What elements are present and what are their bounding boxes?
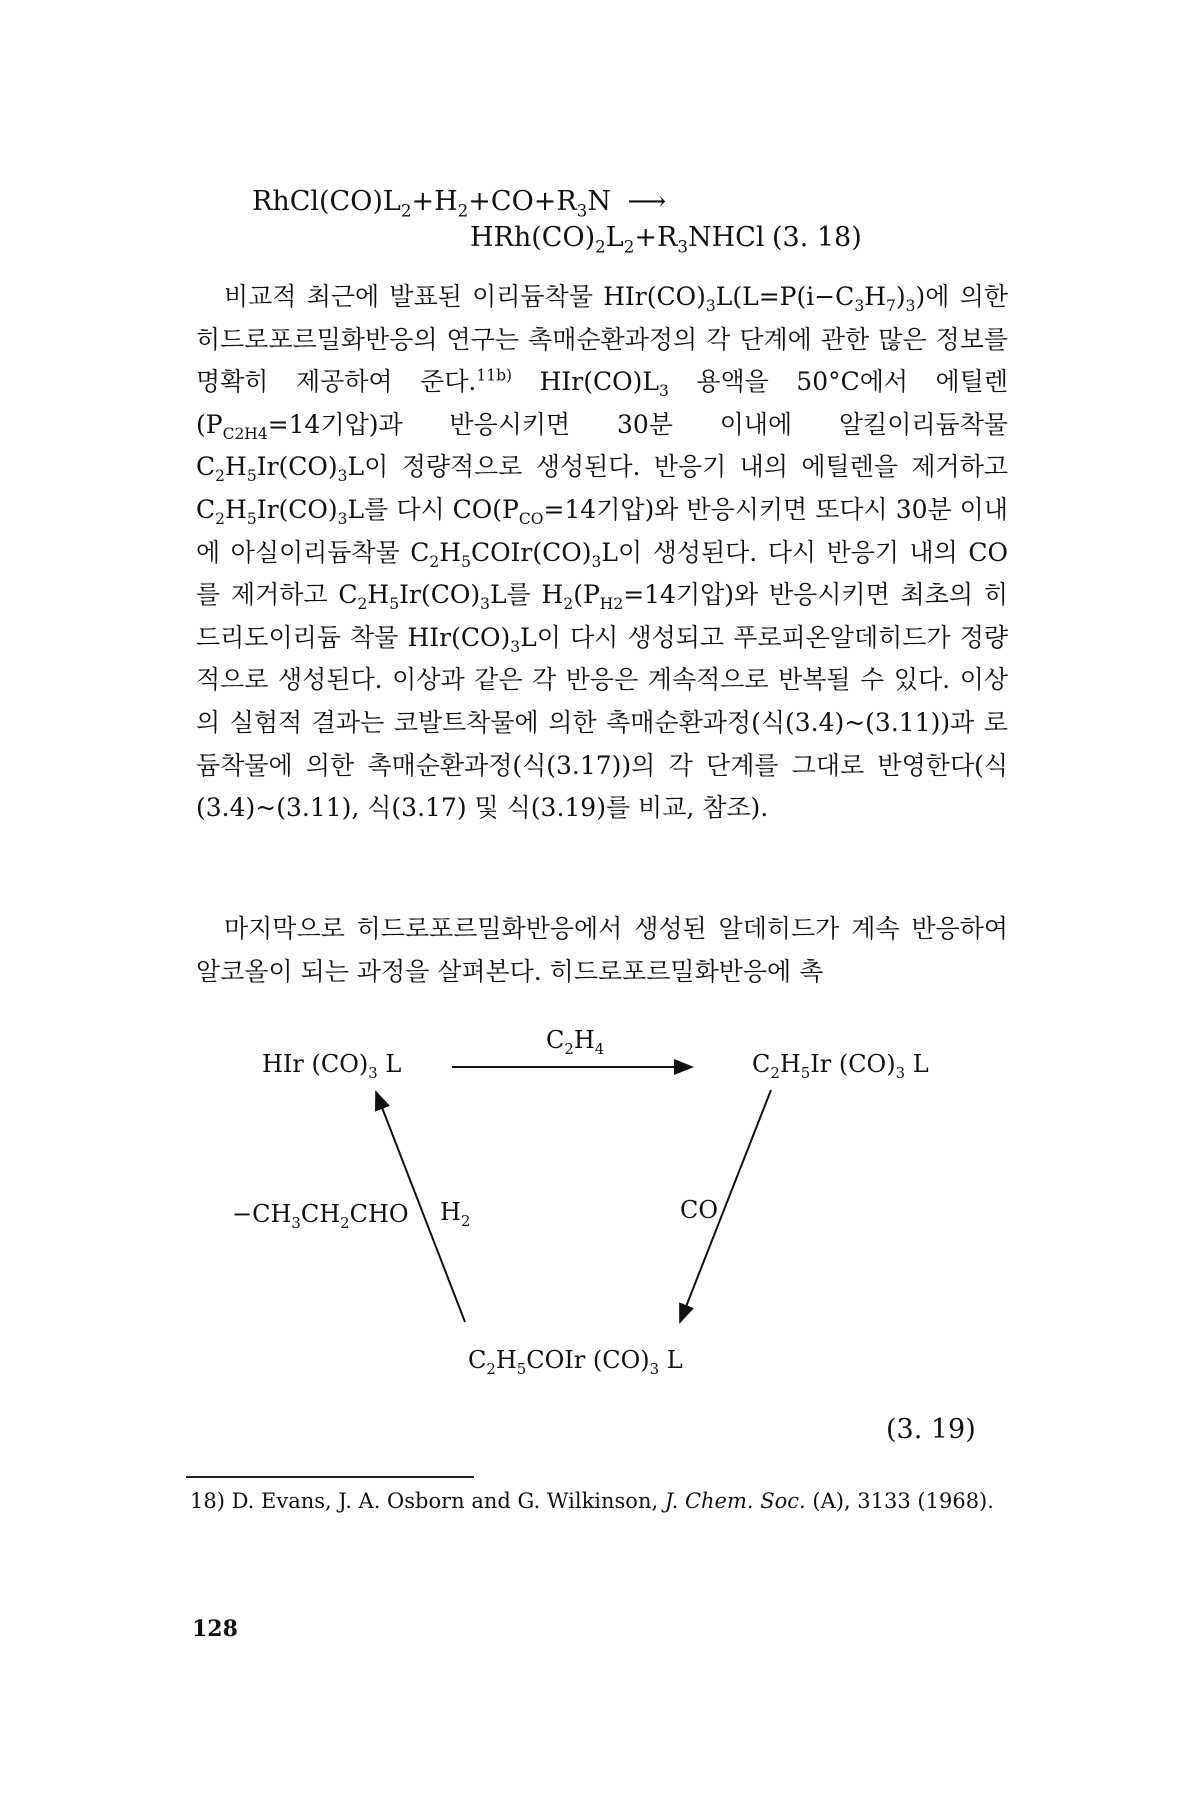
label-ethylene: $C_2H_4$ (546, 1026, 605, 1058)
label-propionaldehyde: $-CH_3CH_2CHO$ (232, 1200, 409, 1232)
page-number: 128 (192, 1616, 238, 1642)
eq-sub: 2 (595, 236, 606, 257)
footnote-18: 18) D. Evans, J. A. Osborn and G. Wilkinson, J. Chem. Soc. (A), 3133 (1968). (190, 1489, 994, 1513)
paragraph-text: 비교적 최근에 발표된 이리듐착물 $HIr(CO)_3L(L=P(i-C_3H_7)_3)$에 의한 히드로포르밀화반응의 연구는 촉매순환과정의 각 단계에 관한 많은 정보를 명확히 제공하여 준다.$^{11b)}$ $HIr(CO)L_3$ 용액을 50°C에서 에틸렌($P_{C2H4}=14$기압)과 반응시키면 30분 이내에 알킬이리듐착물 $C_2H_5Ir(CO)_3L$이 정량적으로 생성된다. 반응기 내의 에틸렌을 제거하고 $C_2H_5Ir(CO)_3L$를 다시 $CO(P_{CO}=14$기압)와 반응시키면 또다시 30분 이내에 아실이리듐착물 $C_2H_5COIr(CO)_3L$이 생성된다. 다시 반응기 내의 CO를 제거하고 $C_2H_5Ir(CO)_3L$를 $H_2(P_{H2}=14$기압)와 반응시키면 최초의 히드리도이리듐 착물 $HIr(CO)_3L$이 다시 생성되고 푸로피온알데히드가 정량적으로 생성된다. 이상과 같은 각 반응은 계속적으로 반복될 수 있다. 이상의 실험적 결과는 코발트착물에 의한 촉매순환과정(식(3.4)~(3.11))과 로듐착물에 의한 촉매순환과정(식(3.17))의 각 단계를 그대로 반영한다(식(3.4)~(3.11), 식(3.17) 및 식(3.19)를 비교, 참조). (196, 282, 1009, 823)
label-h2: $H_2$ (440, 1198, 471, 1230)
eq-text: RhCl(CO)L (252, 186, 401, 217)
node-hir-co3-l: HIr $(CO)_3$ L (262, 1050, 402, 1082)
eq-sub: 2 (623, 236, 635, 257)
reaction-arrow: ⟶ (627, 186, 667, 217)
equation-number-3-18: (3. 18) (772, 222, 862, 253)
eq-text: +CO+R (468, 186, 577, 217)
eq-text: HRh(CO) (470, 222, 596, 253)
node-ethyl-iridium: $C_2H_5Ir$ $(CO)_3$ L (752, 1050, 929, 1082)
eq-sub: 2 (400, 200, 412, 221)
eq-sub: 3 (576, 200, 588, 221)
node-acyl-iridium: $C_2H_5COIr$ $(CO)_3$ L (468, 1346, 683, 1378)
reference-marker: 11b) (476, 366, 513, 385)
eq-sub: 2 (457, 200, 469, 221)
label-co: CO (680, 1196, 719, 1224)
eq-text: N (587, 186, 611, 217)
equation-number-3-19: (3. 19) (886, 1414, 976, 1445)
eq-text: +H (411, 186, 458, 217)
footnote-rule (186, 1476, 474, 1478)
eq-text: L (605, 222, 624, 253)
eq-text: +R (634, 222, 678, 253)
paragraph-text: 마지막으로 히드로포르밀화반응에서 생성된 알데히드가 계속 반응하여 알코올이 되는 과정을 살펴본다. 히드로포르밀화반응에 촉 (196, 914, 1008, 986)
eq-sub: 3 (677, 236, 688, 257)
eq-text: NHCl (688, 222, 765, 253)
